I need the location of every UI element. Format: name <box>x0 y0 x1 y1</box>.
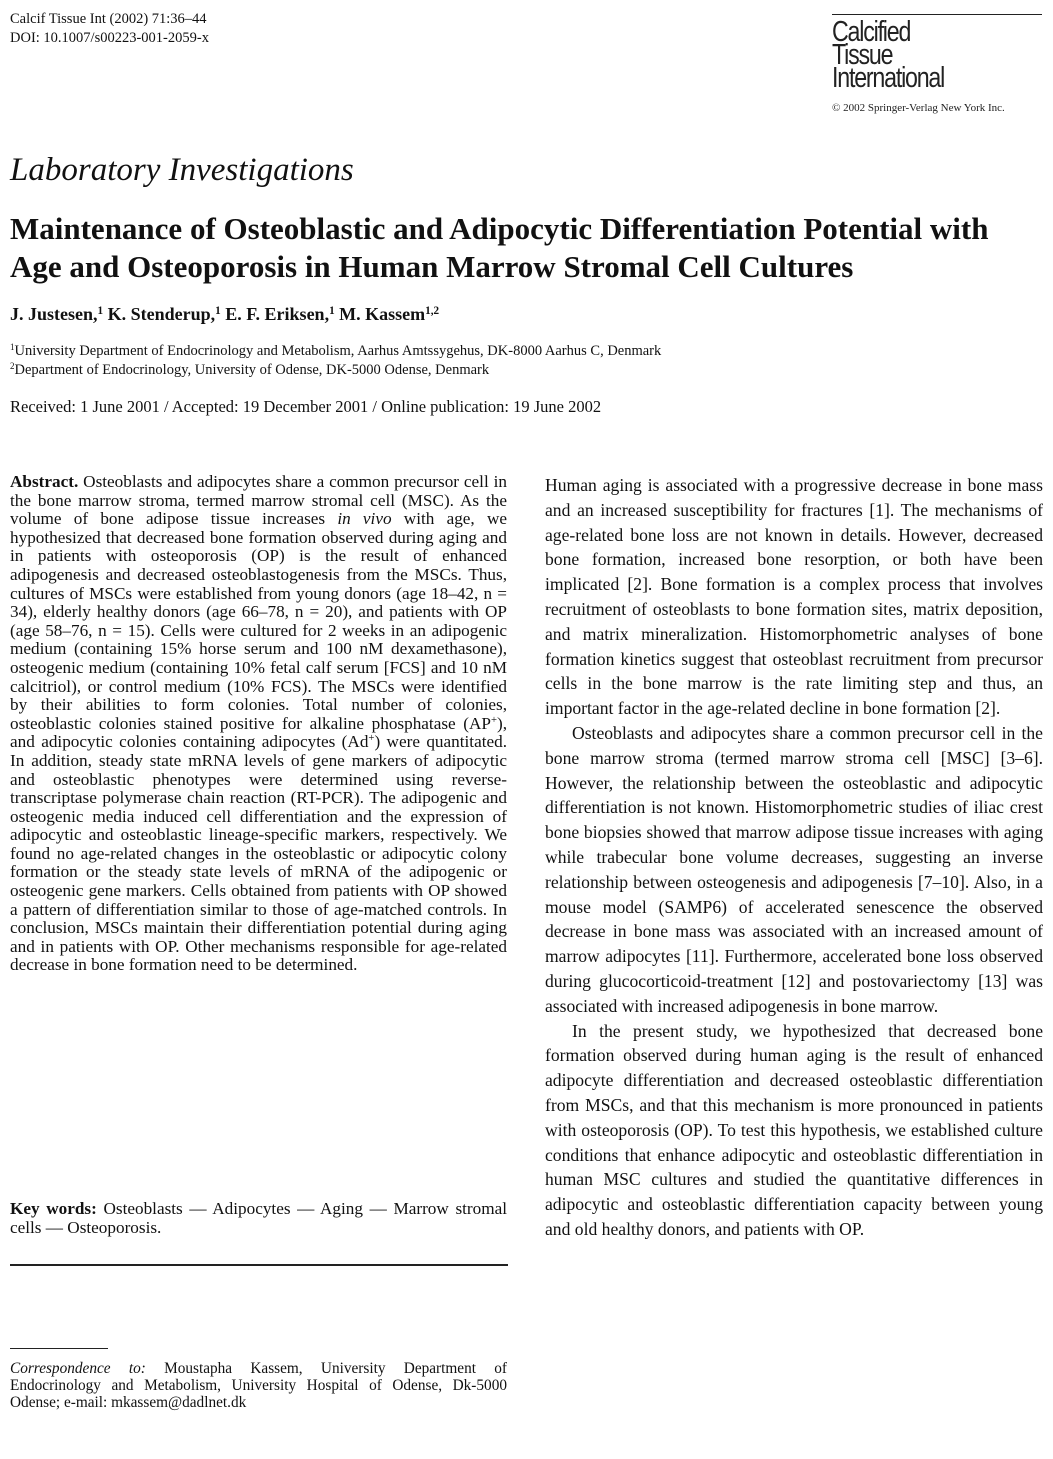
section-title: Laboratory Investigations <box>10 152 354 188</box>
footnote-divider <box>10 1348 108 1349</box>
article-title: Maintenance of Osteoblastic and Adipocytic Differentiation Potential with Age and Osteoporosis in Human Marrow Stromal Cell Cultures <box>10 211 989 284</box>
journal-citation: Calcif Tissue Int (2002) 71:36–44 <box>10 11 207 27</box>
correspondence: Correspondence to: Moustapha Kassem, University Department of Endocrinology and Metabolism, University Hospital of Odense, Dk-5000 Odense; e-mail: mkassem@dadlnet.dk <box>10 1360 507 1411</box>
author: K. Stenderup,$^1$ <box>107 304 221 324</box>
divider <box>10 1264 508 1266</box>
doi: DOI: 10.1007/s00223-001-2059-x <box>10 30 209 46</box>
abstract: Abstract. Osteoblasts and adipocytes share a common precursor cell in the bone marrow stroma, termed marrow stromal cell (MSC). As the volume of bone adipose tissue increases in vivo with age, we hypothesized that decreased bone formation observed during aging and in patients with osteoporosis (OP) is the result of enhanced adipogenesis and decreased osteoblastogenesis from the MSCs. Thus, cultures of MSCs were established from young donors (age 18–42, n = 34), elderly healthy donors (age 66–78, n = 20), and patients with OP (age 58–76, n = 15). Cells were cultured for 2 weeks in an adipogenic medium (containing 15% horse serum and 100 nM dexamethasone), osteogenic medium (containing 10% fetal calf serum [FCS] and 10 nM calcitriol), or control medium (10% FCS). The MSCs were identified by their abilities to form colonies. Total number of colonies, osteoblastic colonies stained positive for alkaline phosphatase (AP+), and adipocytic colonies containing adipocytes (Ad+) were quantitated. In addition, steady state mRNA levels of gene markers of adipocytic and osteoblastic phenotypes were determined using reverse-transcriptase polymerase chain reaction (RT-PCR). The adipogenic and osteogenic media induced cell differentiation and the expression of adipocytic and osteoblastic lineage-specific markers, respectively. We found no age-related changes in the osteoblastic or adipocytic colony formation or the steady state levels of mRNA of the adipogenic or osteogenic gene markers. Cells obtained from patients with OP showed a pattern of differentiation similar to those of age-matched controls. In conclusion, MSCs maintain their differentiation potential during aging and in patients with OP. Other mechanisms responsible for age-related decrease in bone formation need to be determined. <box>10 472 508 975</box>
copyright: © 2002 Springer-Verlag New York Inc. <box>832 102 1005 114</box>
affiliation: $^2$Department of Endocrinology, University of Odense, DK-5000 Odense, Denmark <box>10 361 490 378</box>
running-header <box>10 10 209 48</box>
author: M. Kassem$^{1,2}$ <box>339 304 440 324</box>
author: J. Justesen,$^1$ <box>10 304 104 324</box>
paragraph: Human aging is associated with a progressive decrease in bone mass and an increased susceptibility for fractures [1]. The mechanisms of age-related bone loss are not known in details. However, decreased bone formation, increased bone resorption, or both have been implicated [2]. Bone formation is a complex process that involves recruitment of osteoblasts to bone formation sites, matrix deposition, and matrix mineralization. Histomorphometric analyses of bone formation kinetics suggest that osteoblast recruitment from precursor cells in the bone marrow is the rate limiting step and thus, an important factor in the age-related decline in bone formation [2]. <box>545 475 1043 719</box>
received-dates: Received: 1 June 2001 / Accepted: 19 December 2001 / Online publication: 19 June 2002 <box>10 397 602 416</box>
paragraph: In the present study, we hypothesized that decreased bone formation observed during human aging is the result of enhanced adipocyte differentiation and decreased osteoblastic differentiation from MSCs, and that this mechanism is more pronounced in patients with osteoporosis (OP). To test this hypothesis, we established culture conditions that enhance adipocytic and osteoblastic differentiation in human MSC cultures and studied the quantitative differences in adipocytic and osteoblastic differentiation capacity between young and old healthy donors, and patients with OP. <box>545 1020 1043 1239</box>
author: E. F. Eriksen,$^1$ <box>225 304 335 324</box>
paragraph: Osteoblasts and adipocytes share a common precursor cell in the bone marrow stroma (termed marrow stroma cell [MSC] [3–6]. However, the relationship between the osteoblastic and adipocytic differentiation is not known. Histomorphometric studies of iliac crest bone biopsies showed that marrow adipose tissue increases with aging while trabecular bone volume decreases, suggesting an inverse relationship between osteogenesis and adipogenesis [7–10]. Also, in a mouse model (SAMP6) of accelerated senescence the observed decrease in bone mass was associated with an increased amount of marrow adipocytes [11]. Furthermore, accelerated bone loss observed during glucocorticoid-treatment [12] and postovariectomy [13] was associated with increased adipogenesis in bone marrow. <box>545 722 1043 1016</box>
keywords: Key words: Osteoblasts — Adipocytes — Aging — Marrow stromal cells — Osteoporosis. <box>10 1199 507 1237</box>
affiliations <box>10 342 661 380</box>
author-list <box>10 304 439 325</box>
journal-logo <box>832 14 1042 114</box>
affiliation: $^1$University Department of Endocrinology and Metabolism, Aarhus Amtssygehus, DK-8000 Aarhus C, Denmark <box>10 342 662 359</box>
journal-logo-wordmark: Calcified Tissue International <box>832 16 945 94</box>
body-text <box>545 473 1043 1242</box>
